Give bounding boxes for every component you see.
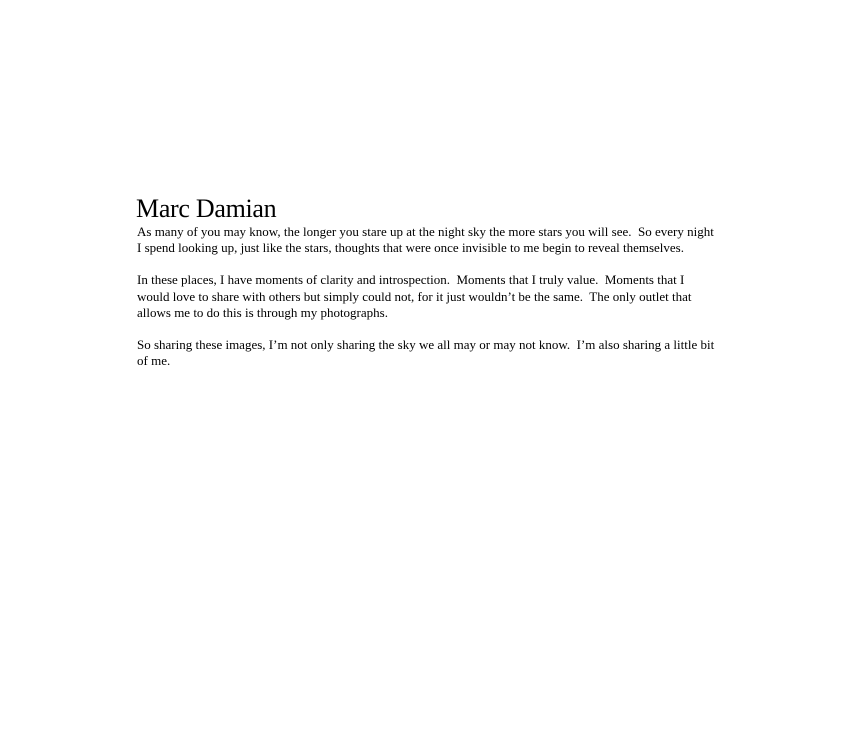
paragraph-clarity: In these places, I have moments of clarity and introspection. Moments that I truly value. Moments that I would love to share with others but simply could not, for it just wouldn’t be the same. The only outlet that allows me to do this is through my photographs. <box>137 272 695 320</box>
paragraph-sharing: So sharing these images, I’m not only sharing the sky we all may or may not know. I’m also sharing a little bit of me. <box>137 337 718 369</box>
document-content <box>137 194 717 385</box>
paragraph-intro: As many of you may know, the longer you stare up at the night sky the more stars you will see. So every night I spend looking up, just like the stars, thoughts that were once invisible to me begin to reveal themselves. <box>137 224 718 256</box>
page-title: Marc Damian <box>136 194 277 223</box>
